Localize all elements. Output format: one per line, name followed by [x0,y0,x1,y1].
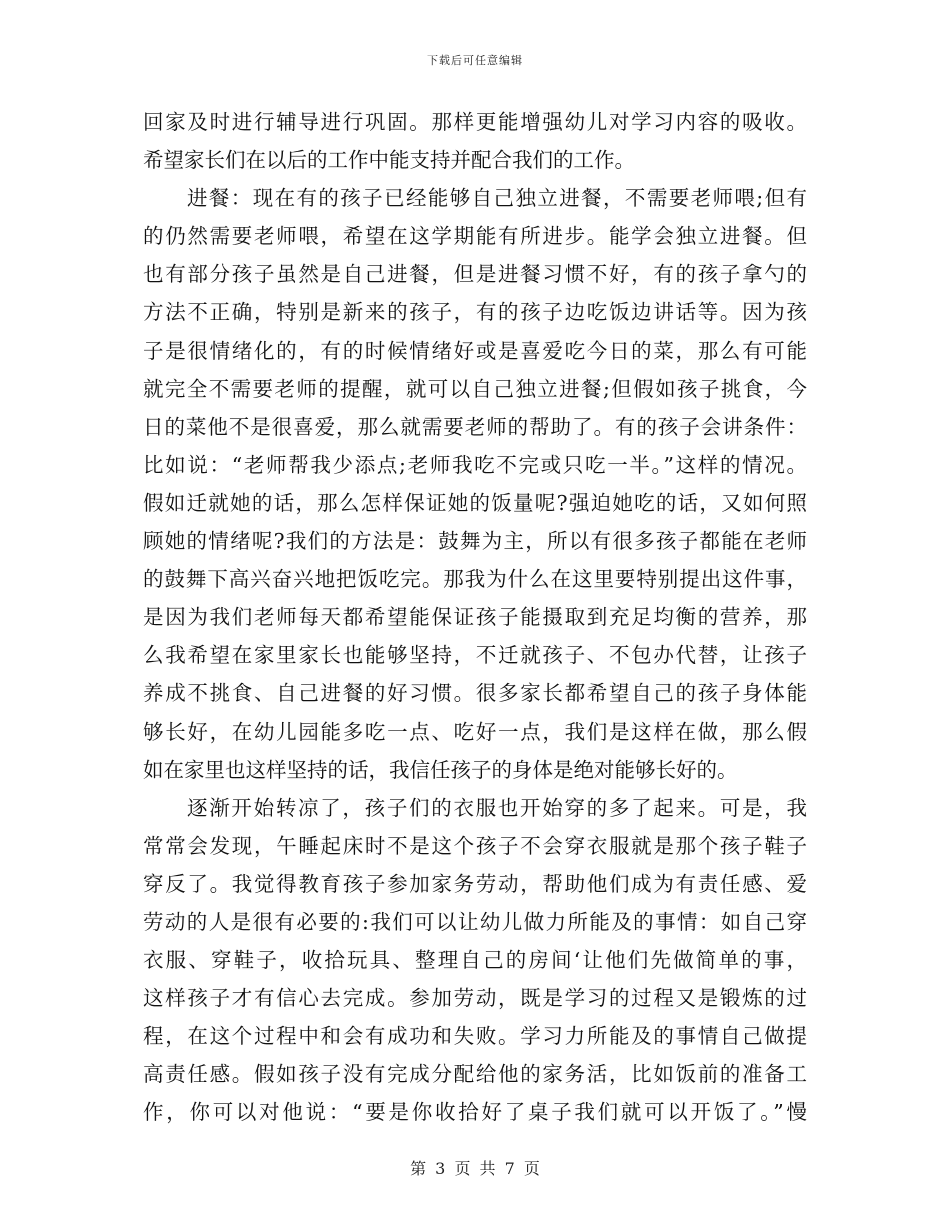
body-line: 假如迁就她的话，那么怎样保证她的饭量呢?强迫她吃的话，又如何照 [143,490,807,515]
body-line: 劳动的人是很有必要的:我们可以让幼儿做力所能及的事情：如自己穿 [143,909,807,934]
body-line: 比如说：“老师帮我少添点;老师我吃不完或只吃一半。”这样的情况。 [143,452,807,477]
body-line: 够长好，在幼儿园能多吃一点、吃好一点，我们是这样在做，那么假 [143,719,807,744]
body-line: 回家及时进行辅导进行巩固。那样更能增强幼儿对学习内容的吸收。 [143,110,807,134]
body-line: 是因为我们老师每天都希望能保证孩子能摄取到充足均衡的营养，那 [143,605,807,630]
body-line: 也有部分孩子虽然是自己进餐，但是进餐习惯不好，有的孩子拿勺的 [143,262,807,287]
body-line: 逐渐开始转凉了，孩子们的衣服也开始穿的多了起来。可是，我 [187,795,807,820]
body-line: 的鼓舞下高兴奋兴地把饭吃完。那我为什么在这里要特别提出这件事， [143,567,807,592]
body-line: 希望家长们在以后的工作中能支持并配合我们的工作。 [143,148,635,173]
body-line: 作，你可以对他说：“要是你收拾好了桌子我们就可以开饭了。”慢 [143,1100,807,1125]
page-header-note: 下载后可任意编辑 [427,54,523,67]
body-line: 程，在这个过程中和会有成功和失败。学习力所能及的事情自己做提 [143,1024,807,1049]
body-line: 衣服、穿鞋子，收拾玩具、整理自己的房间‘让他们先做简单的事， [143,948,807,973]
document-body [143,103,807,1132]
page-number-footer: 第 3 页 共 7 页 [410,1159,540,1178]
body-line: 么我希望在家里家长也能够坚持，不迁就孩子、不包办代替，让孩子 [143,643,807,668]
body-line: 穿反了。我觉得教育孩子参加家务劳动，帮助他们成为有责任感、爱 [143,871,807,896]
body-line: 的仍然需要老师喂，希望在这学期能有所进步。能学会独立进餐。但 [143,224,807,249]
body-line: 日的菜他不是很喜爱，那么就需要老师的帮助了。有的孩子会讲条件： [143,414,807,439]
body-line: 方法不正确，特别是新来的孩子，有的孩子边吃饭边讲话等。因为孩 [143,300,807,325]
body-line: 这样孩子才有信心去完成。参加劳动，既是学习的过程又是锻炼的过 [143,986,807,1011]
body-line: 养成不挑食、自己进餐的好习惯。很多家长都希望自己的孩子身体能 [143,681,807,706]
body-line: 顾她的情绪呢?我们的方法是：鼓舞为主，所以有很多孩子都能在老师 [143,529,807,554]
body-line: 子是很情绪化的，有的时候情绪好或是喜爱吃今日的菜，那么有可能 [143,338,807,363]
body-line: 进餐：现在有的孩子已经能够自己独立进餐，不需要老师喂;但有 [187,186,807,211]
body-line: 常常会发现，午睡起床时不是这个孩子不会穿衣服就是那个孩子鞋子 [143,833,807,858]
body-line: 如在家里也这样坚持的话，我信任孩子的身体是绝对能够长好的。 [143,757,738,782]
body-line: 高责任感。假如孩子没有完成分配给他的家务活，比如饭前的准备工 [143,1062,807,1087]
body-line: 就完全不需要老师的提醒，就可以自己独立进餐;但假如孩子挑食，今 [143,376,807,401]
